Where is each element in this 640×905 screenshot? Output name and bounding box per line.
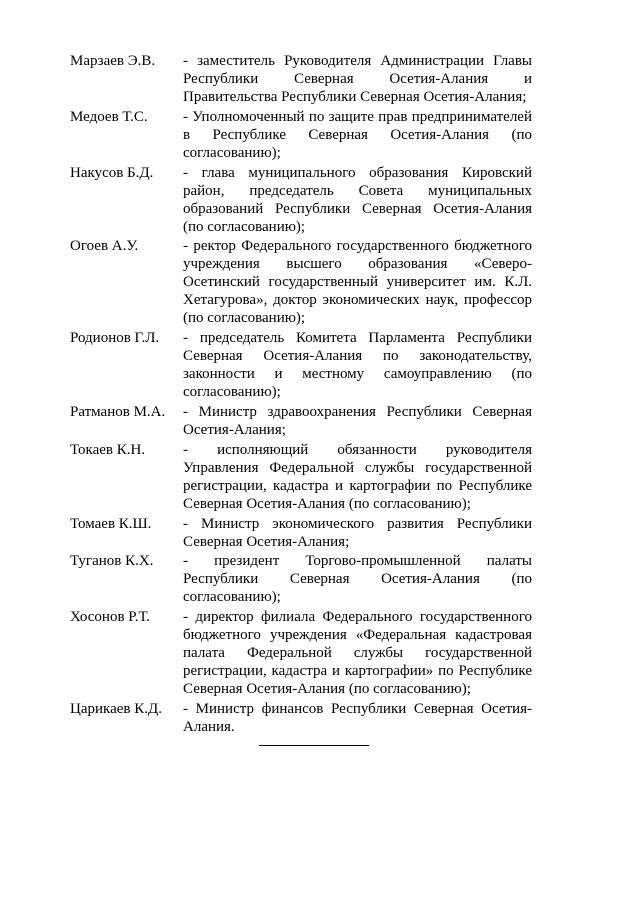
member-name: Томаев К.Ш.	[70, 515, 152, 532]
closing-divider	[259, 745, 369, 746]
list-item	[70, 441, 532, 513]
list-item	[70, 108, 532, 162]
member-name: Родионов Г.Л.	[70, 330, 160, 347]
list-item	[70, 164, 532, 236]
member-role: - исполняющий обязанности руководителя Управления Федеральной службы государственной регистрации, кадастра и картографии по Республике Северная Осетия-Алания (по согласованию);	[183, 441, 532, 512]
member-list	[70, 52, 532, 738]
member-name: Токаев К.Н.	[70, 441, 146, 458]
member-name: Хосонов Р.Т.	[70, 609, 150, 626]
member-role: - Министр здравоохранения Республики Северная Осетия-Алания;	[183, 403, 532, 438]
member-role: - ректор Федерального государственного бюджетного учреждения высшего образования «Северо-Осетинский государственный университет им. К.Л. Хетагурова», доктор экономических наук, профессор (по согласованию);	[183, 238, 532, 327]
list-item	[70, 52, 532, 106]
member-name: Огоев А.У.	[70, 238, 139, 255]
list-item	[70, 552, 532, 606]
member-role: - заместитель Руководителя Администрации Главы Республики Северная Осетия-Алания и Правительства Республики Северная Осетия-Алания;	[183, 53, 532, 105]
member-name: Ратманов М.А.	[70, 403, 166, 420]
list-item	[70, 608, 532, 698]
list-item	[70, 403, 532, 439]
list-item	[70, 700, 532, 736]
list-item	[70, 237, 532, 327]
member-role: - Министр финансов Республики Северная Осетия-Алания.	[183, 700, 532, 735]
member-role: - Министр экономического развития Республики Северная Осетия-Алания;	[183, 515, 532, 550]
member-name: Туганов К.Х.	[70, 553, 154, 570]
member-name: Накусов Б.Д.	[70, 164, 154, 181]
member-role: - председатель Комитета Парламента Республики Северная Осетия-Алания по законодательству, законности и местному самоуправлению (по согласованию);	[183, 330, 532, 401]
list-item	[70, 329, 532, 401]
member-name: Царикаев К.Д.	[70, 700, 162, 717]
member-role: - директор филиала Федерального государственного бюджетного учреждения «Федеральная кадастровая палата Федеральной службы государственной регистрации, кадастра и картографии» по Республике Северная Осетия-Алания (по согласованию);	[183, 609, 532, 698]
member-name: Медоев Т.С.	[70, 108, 148, 125]
member-name: Марзаев Э.В.	[70, 53, 156, 69]
member-role: - глава муниципального образования Кировский район, председатель Совета муниципальных образований Республики Северная Осетия-Алания (по согласованию);	[183, 164, 532, 235]
member-role: - Уполномоченный по защите прав предпринимателей в Республике Северная Осетия-Алания (по согласованию);	[183, 108, 532, 161]
member-role: - президент Торгово-промышленной палаты Республики Северная Осетия-Алания (по согласованию);	[183, 553, 532, 606]
list-item	[70, 515, 532, 551]
